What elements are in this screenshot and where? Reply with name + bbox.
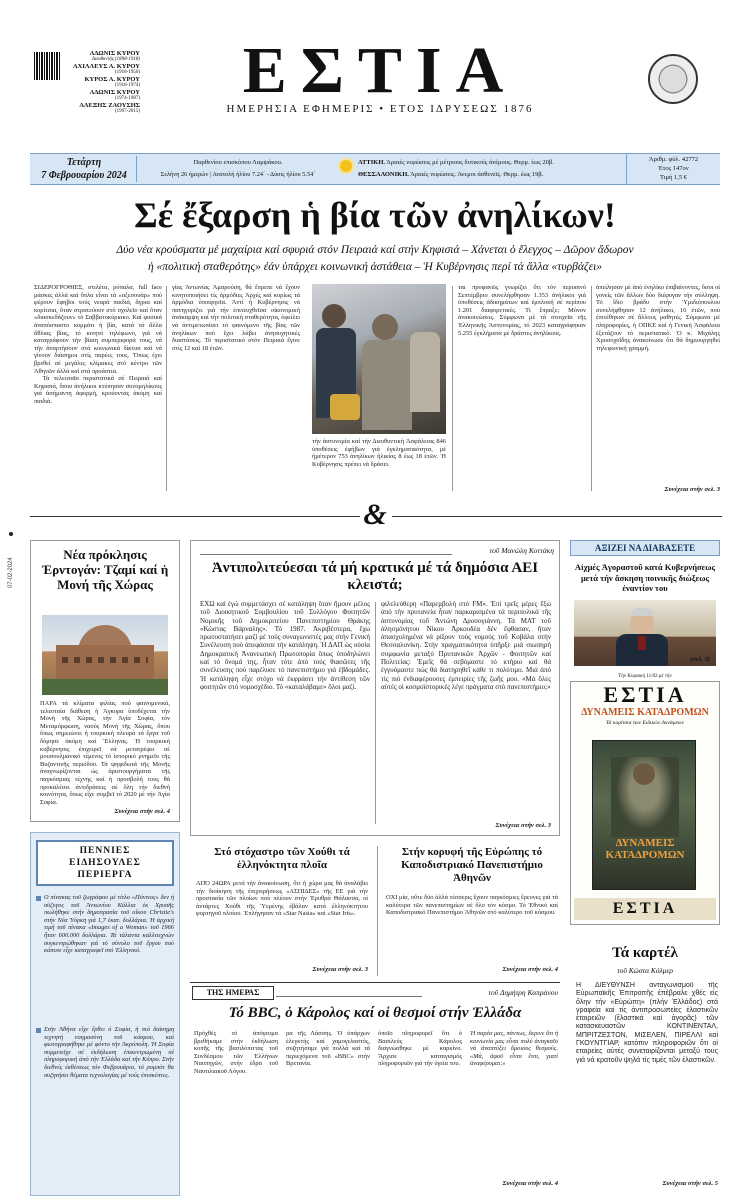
story-continuation: Συνέχεια στήν σελ. 3 <box>664 486 720 493</box>
top-europe-continuation: Συνέχεια στήν σελ. 4 <box>502 966 558 973</box>
penny-bullet-icon <box>36 1028 41 1033</box>
story-column-3: τήν ἀστυνομία καί τήν Διευθυντική Ἀσφάλειας 846 ὑποθέσεις ἐφήβων γιά ἐγκληματικότητα, μέ ἡμέτερον 753 ἀνηλίκων ἡλικίας 8 έως 18 ἐτῶν. Ἡ Κυβέρνησις πρέπει νά δράσει. <box>312 438 446 468</box>
dateline-moon: Σελήνη 26 ήμερών | Ανατολή ήλίου 7.24΄ - Δύσις ήλίου 5.54΄ <box>160 171 316 178</box>
top-europe-body: ΟΧΙ μία, οὔτε δύο ἀλλά τέσσερις ἔχουν παγκόσμιες ἔρευνες γιά τά καλύτερα τῶν πανεπιστημίων σέ ὅλο τόν κόσμο. Τό Ἐθνικό καί Καποδιστριακό Πανεπιστήμιο Ἀθηνῶν στό καλύτερο τοῦ κόσμου. <box>386 894 558 917</box>
founder-name: ΑΧΙΛΛΕΥΣ Α. ΚΥΡΟΥ <box>72 63 140 70</box>
story-col1-p2: Τά τελευταῖα περιστατικά σέ Πειραιά καί Κηφισιά, ὅπου ἀνήλικοι κτύπησαν συνομηλίκους γιά ἀσήμαντη ἀφορμή, κρούοντας ἀκόμη καί παιδιά. <box>34 375 162 405</box>
promo-note: Τήν Κυριακή 11/02 μέ τήν <box>618 674 672 679</box>
section-label-box <box>192 986 274 1000</box>
founders-list <box>66 50 140 115</box>
bbc-byline: τοῦ Δημήτρη Καπράνου <box>488 988 558 997</box>
issue-price: Τιμή 1,5 € <box>660 174 687 181</box>
houthis-continuation: Συνέχεια στήν σελ. 3 <box>312 966 368 973</box>
founder-name: ΑΔΩΝΙΣ ΚΥΡΟΥ <box>89 89 140 96</box>
kottakis-column-1: ΕΧΩ καί ἐγώ συμμετάσχει σέ κατάληψη ὅταν ἤμουν μέλος τοῦ Διοικητικοῦ Συμβουλίου τοῦ Συλλόγου Φοιτητῶν Νομικῆς τοῦ Δημοκριτείου Πανεπιστημίου Θράκης «Κώστας Βάρναλης». Τό 1987. Ἀκριβέστερα, ἔχω πρωτοστατήσει μαζί μέ τούς συναγωνιστές μας στήν Γενική Συνέλευση πού ἀπεφάσισε τήν κατάληψη. Ἡ ΔΑΠ ὡς οὐσία Δημοκρατική Ἀνανεωτική Πρωτοπορία ὅπως ὑποδηλώνει καί τό ὄνομά της, ἦταν τότε ἀπό τούς θιασῶτες τῆς συνέλευσης πού παρέλυσε τό πανεπιστήμιο γιά ἑβδομάδες. Ἡ κατάληψη εἶχε στόχο νά ἐκφράσει τήν ἀντίθεση τῶν φοιτητῶν στό νομοσχέδιο. Τό «καταλάβαμε» ὅλοι μαζί. <box>200 600 370 691</box>
story-column-4: ται προφανῶς γνωρίζει ὅτι τόν περυσινό Σεπτέμβριο συνελήφθησαν 1.353 ἀνήλικοι γιά ὑποθέσεις ἀδικημάτων καί ἐμπλοκή σέ περίπου 1.201 διαφορετικές. Τί ἔπραξε; Μόνον ἀνακοινώσεις. Σύμφωνα μέ τά στοιχεῖα τῆς Ἑλληνικῆς Ἀστυνομίας, τό 2023 καταγράφηκαν 5.255 ἐγκλήματα μέ δράστες ἀνηλίκους. <box>458 284 586 337</box>
pennies-title: ΠΕΝΝΙΕΣ ΕΙΔΗΣΟΥΛΕΣ ΠΕΡΙΕΡΓΑ <box>69 846 141 880</box>
penny-bullet-icon <box>36 896 41 901</box>
cartel-title: Τά καρτέλ <box>612 945 678 961</box>
promo-footer-title: ΕΣΤΙΑ <box>612 900 678 917</box>
issue-box <box>626 154 720 184</box>
agorastos-page-ref: (σελ. 3) <box>690 656 710 663</box>
bbc-column-1: Πρόχθές τό άπόγευμα βρεθήκαμε στήν ἐκδήλωση κοπῆς τῆς βασιλόπιττας τοῦ Συνδέσμου τῶν Ἑλλήνων Ναυπηγῶν, στήν ἑδρα τοῦ Ναυτιλιακοῦ Λόγου. <box>194 1030 278 1075</box>
founder-note: Διευθυντής (1898-1918) <box>91 57 140 62</box>
section-label: ΤΗΣ ΗΜΕΡΑΣ <box>206 988 260 997</box>
weather-thess <box>358 171 608 178</box>
kottakis-column-2: φιλελεύθερη «Παρεμβολή στό FM». Ἐπί τρεῖς μέρες ἔξω ἀπό τήν πρυτανεία ἦταν παρκαρισμένα τά περιπολικά τῆς ἀστυνομίας τοῦ Ἀντώνη Δροσογιάννη. Τά ΜΑΤ τοῦ ἀλησμόνητου Νίκου Ἀρκουδέα δέν ἔφθασαν, ἤταν ἀπασχολημένα νά ρίξουν τούς νομούς τοῦ Κοβάλα στήν Θεσσαλονίκη. Στήν πραγματικότητα ὑπῆρξε μιά σιωπηρή συμφωνία μεταξύ Πρυτανικῶν Ἀρχῶν - Φοιτητῶν καί Πολιτείας: Ἐμεῖς θά σεβόμαστε τό κτήριο καί θά ἐγγυόμαστε πώς θά διατηρηθεῖ κάθε τι πολύτιμο. Μιά ἀπό τίς πιό ἐνδιαφέρουσες ἐμπειρίες τῆς ζωῆς μου. «Μά ὅλες αὐτές οἱ κοσμοϊστορικές λέγε πράγματα στό πανεπιστήμιο;» <box>381 600 551 691</box>
pennies-header <box>36 840 174 886</box>
side-dot-icon <box>9 532 13 536</box>
erdogan-continuation: Συνέχεια στήν σελ. 4 <box>114 808 170 815</box>
top-europe-title: Στήν κορυφή τῆς Εὐρώπης τό Καποδιστριακό Πανεπιστήμιο Ἀθηνῶν <box>401 846 543 884</box>
kottakis-continuation: Συνέχεια στήν σελ. 3 <box>495 822 551 829</box>
issue-year: Έτος 147ον <box>658 165 689 172</box>
bbc-column-2: ρα τῆς Λάσσης. Ὁ ὑπάρχων ἐλεγκτής καί χαμογελαστός, συζητήσαμε γιά πολλά καί τά περιεχόμενα τοῦ «BBC» στήν Βρετανία. <box>286 1030 370 1068</box>
barcode <box>34 52 60 80</box>
bbc-title: Τό BBC, ὁ Κάρολος καί οἱ θεσμοί στήν Ἑλλάδα <box>228 1005 522 1021</box>
story-column-2: γίας Άντωνίας Ἀμαρούση, θά ἔπρεπε νά ἔχουν κινητοποιήσει τίς ἀρμόδιες Ἀρχές καί κυρίως τά ἀρμόδια ὑπουργεῖα. Ἀντί ἡ Κυβέρνησις νά πανηγυρίζει γιά τήν ἐπιτευχθεῖσα οἰκονομική ἀνάκαμψη καί τήν πολιτική σταθερότητα, ὀφείλει νά ἀντιμετωπίσει τό φαινόμενο τῆς βίας τῶν ἀνηλίκων πού ἔχει λάβει ἀνησυχητικές διαστάσεις. Τό περιστατικό στόν Πειραιά ἔγινε στίς 12 καί 18 ἐτῶν. <box>172 284 300 352</box>
chora-monastery-photo <box>42 615 168 695</box>
masthead-subtitle: ΗΜΕΡΗΣΙΑ ΕΦΗΜΕΡΙΣ • ΕΤΟΣ ΙΔΡΥΣΕΩΣ 1876 <box>226 103 534 115</box>
erdogan-title: Νέα πρόκλησις Ἐρντογάν: Τζαμί καί ἡ Μονή τῆς Χώρας <box>41 547 169 592</box>
weather-thess-text: Άραιές νεφώσεις. Άνεμοι άσθενεϊς. Θερμ. έως 19β. <box>410 171 544 178</box>
seal-emblem <box>648 54 698 104</box>
masthead-title: ΕΣΤΙΑ <box>242 34 518 107</box>
ampersand-ornament: & <box>363 498 387 531</box>
agorastos-title: Αἰχμές Ἀγοραστοῦ κατά Κυβερνήσεως μετά τήν ἄσκηση ποινικῆς διώξεως ἐναντίον του <box>574 562 716 593</box>
promo-tagline: Τά κορίτσια των Ειδικών Δυνάμεων <box>605 720 685 726</box>
founder-note: (1918-1974) <box>115 83 140 88</box>
promo-footer-bar <box>574 898 716 920</box>
bbc-column-3: ὁποῖο πληροφορεῖ ὅτι ὁ Βασιλεύς Κάρολος διαγνώσθηκε μέ καρκίνο. Ἄρχισε καταιγισμός πληροφοριῶν γιά τήν ὑγεία του. <box>378 1030 462 1068</box>
kottakis-title: Ἀντιπολιτεύεσαι τά μή κρατικά μέ τά δημόσια ΑΕΙ κλειστά; <box>211 560 539 593</box>
main-subheadline-2: ἡ «πολιτική σταθερότης» ἐάν ὑπάρχει κοινωνική ἀστάθεια – Ἡ Κυβέρνησις περί τά ἄλλα «τυρβάζει» <box>147 261 603 273</box>
weather-thess-label: ΘΕΣΣΑΛΟΝΙΚΗ. <box>358 171 409 178</box>
issue-number: Άριθμ. φύλ. 42772 <box>648 156 699 163</box>
sun-icon <box>340 160 352 172</box>
story-column-1 <box>34 284 162 494</box>
bbc-column-4: Ἡ παρέα μας, πάντως, ἔκρινε ὅτι ἡ κοινωνία μας εἶναι πολύ ἀναγκαῖο νά ἀναπτύξει ὅμοιους θεσμούς. «Μά, ἀφοῦ εἶναι ἔτσι, γιατί ἀναφέρομαι;» <box>470 1030 558 1068</box>
side-date: 07-02-2024 <box>8 557 14 588</box>
erdogan-body: ΠΑΡΑ τά κλίματα φιλίας πού φαινομενικά, τελευταία διάθεση ἡ Ἀγκυρα ὑποδέχεται τήν Μονή τῆς Χώρας, τήν Ἀγία Σοφία, τόν Μεταμόρφωση, ναούς Μονή τῆς Χώρας, ὅπου ὅπως σημειώνει ἡ τουρκική πλευρά τά ἔργα τοῦ δόμησε ἀκόμη καί Ἕλληνας. Ἡ τουρκική κυβέρνησις ἐπιχειρεῖ νά μετατρέψει σέ μουσουλμανικό τέμενος τό ἱστορικό μνημεῖο τῆς Βυζαντινῆς περιόδου. Τά ψηφιδωτά τῆς Μονῆς ἀναγνωρίζονται ὡς ἀριστουργήματα τῆς παγκόσμιας τέχνης καί ἡ προσβολή τους θά προκαλέσει ἀντιδράσεις σέ ὅλη τήν διεθνή κοινότητα, ὅπως εἶχε συμβεῖ τό 2020 μέ τήν Ἁγία Σοφία. <box>40 700 170 806</box>
weather-attica-label: ΑΤΤΙΚΗ. <box>358 159 385 166</box>
cartel-continuation: Συνέχεια στήν σελ. 5 <box>662 1180 718 1187</box>
houthis-body: ΑΠΌ 24ΩΡΑ μετά τήν ἀνακοίνωση, ὅτι ἡ χώρα μας θά ἀναλάβει τήν διοίκηση τῆς ἐπιχειρήσεως «ΑΣΠΙΔΕΣ» τῆς ΕΕ γιά τήν προστασία τῶν πλοίων πού πλέουν στήν Ἐρυθρά Θάλασσα, οἱ ἀντάρτες Χούθι τῆς Ὑεμένης ἐβάλαν κατά ἑλληνόκτητου φορτηγοῦ πλοίου. Ἐπλήγησαν τά «Star Nasia» καί «Star Iris». <box>196 880 368 918</box>
masthead <box>0 0 750 118</box>
story-column-5: ἀπείλησαν μέ ἀπό ἐνηλίκο ἐπιβαίνοντες, ὅσοι οἱ γονείς τῶν ἄλλων δύο διέφυγαν τήν σύλληψη. Τό ἴδιο βράδυ στήν Ὑμιδιόπουλου συνελήφθησαν 12 ἀνήλικοι, 16 ἐτῶν, πού ἐπιτέθηκαν σέ ἄλλους μαθητές. Σύμφωνα μέ πληροφορίες, ἡ ΟΠΚΕ καί ἡ Γενική Ἀσφάλεια ἐξετάζουν τό περιστατικό. Ὁ κ. Μιχάλης Χρυσοχοΐδης ἀνακοίνωσε ὅτι θά δημιουργηθεί τηλεφωνική γραμμή. <box>596 284 720 352</box>
founder-name: ΑΛΕΞΗΣ ΖΑΟΥΣΗΣ <box>79 102 140 109</box>
main-headline: Σέ ἔξαρση ἡ βία τῶν ἀνηλίκων! <box>134 195 616 235</box>
kottakis-byline: τοῦ Μανώλη Κοττάκη <box>489 546 554 555</box>
students-photo <box>312 284 446 434</box>
cartel-body: Η ΔΙΕΥΘΥΝΣΗ ἀνταγωνισμοῦ τῆς Εὐρωπαϊκῆς Ἐπιτροπῆς ἐπέβραλε χθές εἰς ὅλην τήν «Εὐρώπη» (πλήν Ἑλλάδος) στά γραφεία καί τίς ἀντιπροσωπείες ἐλαστικῶν ἑταιρειῶν (ἕλαστικά καί ἀγορᾶς) τῶν κατασκευαστῶν ΚΟΝΤΙΝΕΝΤΑΛ, ΜΠΡΙΤΖΕΣΤΟΝ, ΜΙΣΕΛΕΝ, ΠΙΡΕΛΛΙ καί ΓΚΟΥΝΤΓΙΑΡ, κατόπιν πληροφοριῶν ὅτι οἱ εταιρείες αὐτές συνεταιρίζονται μεταξύ τους γιά νά κρατοῦν ψηλά τίς τιμές τῶν ἐλαστικῶν. <box>576 982 718 1064</box>
promo-book-cover <box>592 740 696 890</box>
dateline-date: 7 Φεβρουαρίου 2024 <box>41 170 127 181</box>
pennies-item-1: Ο πίνακας τοῦ ζωγράφου μέ τίτλο «Πόντιος» δεν ἡ σύζυγος τοῦ Ἀντωνίου Κόλλια ἐκ Χρυσῆς πωλήθηκε στήν δημοπρασία τοῦ οἴκου Christie's στήν Νέα Ὑόρκη γιά 1,7 ἑκατ. δολλάρια. Ἡ ἀρχική τιμή τοῦ πίνακα «Images of a Woman» τοῦ 1966 ἦταν 600.000 δολλάρια. Τά τάλαντα καλλιτεχνών συγκεντρώθηκαν γιά τό σύνολο τοῦ ἔργου πού κάποτε εἶχε καταγραφεῖ στό Ἑλληνικό. <box>44 894 174 955</box>
weather-attica-text: Άραιές νεφώσεις μέ μέτριους δυτικούς άνέμους. Θερμ. έως 20β. <box>386 159 554 166</box>
main-subheadline-1: Δύο νέα κρούσματα μέ μαχαίρια καί σφυριά στόν Πειραιά καί στήν Κηφισιά – Χάνεται ὁ ἔλεγχος – Δῶρον ἄδωρον <box>116 244 634 256</box>
promo-book-title: ΔΥΝΑΜΕΙΣ ΚΑΤΑΔΡΟΜΩΝ <box>605 837 685 861</box>
worth-reading-banner <box>570 540 720 556</box>
founder-note: (1918-1950) <box>115 70 140 75</box>
pennies-item-2: Στήν Ἀθήνα εἶχε ἔρθει ὁ Σοφία, ἡ πιό διάσημη τεχνητή νοημοσύνη τοῦ κόσμου, καί φωτογραφήθηκε μέ φόντο τήν Ἀκρόπολη. Ἡ Σοφία συμμετεῖχε σέ ἐκδήλωση ἐπικεντρωμένη σέ πληροφορική ἀπό τήν Ἑλλάδα καί τήν Κύπρο. Στήν διεθνές ἐκθέσεως τόν Φεβρουάριο, τό ρομπότ θα συζητήσει θέματα τεχνολογίας μέ τούς ἐπισκέπτες. <box>44 1026 174 1079</box>
story-col1-p1: ΣΙΔΕΡΟΓΡΟΘΙΕΣ, στιλέτα, ρόπαλα, full face μάσκες ἀλλά καί ὅπλα εἶναι τά «αξεσουάρ» πού φέρουν ἔφηβοι τούς νεαρά παιδιά, ἄγρια καί κορίτσια, ὅταν στρατεύουν στό σχολεῖο καί ὅταν «διασκεδάζουν» τό Σαββατοκύριακο. Καί φυσικά ἀναπόσπαστο κομμάτι ἡ βία, κατά τά ἄλλα ἄθλιας βίας, τό κινητό τηλέφωνο, γιά νά καταγράφουν τήν βίαιη συμπεριφορά τους, νά τήν ἀναρτήσουν στά κοινωνικά δίκτυα καί νά γίνουν διάσημοι στίς παρέες τους. Ὅπως έχει βρεθεί σέ μεγάλες κλίμακες στό κέντρο τῶν Ἀθηνῶν ἀλλά καί στά προάστια. <box>34 284 162 375</box>
promo-subtitle: ΔΥΝΑΜΕΙΣ ΚΑΤΑΔΡΟΜΩΝ <box>581 707 709 718</box>
promo-title: ΕΣΤΙΑ <box>603 682 687 707</box>
founder-note: (1974-1987) <box>115 96 140 101</box>
houthis-title: Στό στόχαστρο τῶν Χούθι τά ἑλληνόκτητα πλοῖα <box>214 846 350 871</box>
founder-note: (1997-2015) <box>115 109 140 114</box>
weather-attica <box>358 159 608 166</box>
founder-name: ΚΥΡΟΣ Α. ΚΥΡΟΥ <box>84 76 140 83</box>
founder-name: ΑΔΩΝΙΣ ΚΥΡΟΥ <box>89 50 140 57</box>
cartel-byline: τοῦ Κώστα Κόλμερ <box>616 966 674 975</box>
dateline-day: Τετάρτη <box>66 157 102 168</box>
bbc-continuation: Συνέχεια στήν σελ. 4 <box>502 1180 558 1187</box>
worth-reading-label: ΑΞΙΖΕΙ ΝΑ ΔΙΑΒΑΣΕΤΕ <box>594 543 696 553</box>
dateline-saint: Παρθενίου επισκόπου Λαμψάκου. <box>193 159 283 166</box>
